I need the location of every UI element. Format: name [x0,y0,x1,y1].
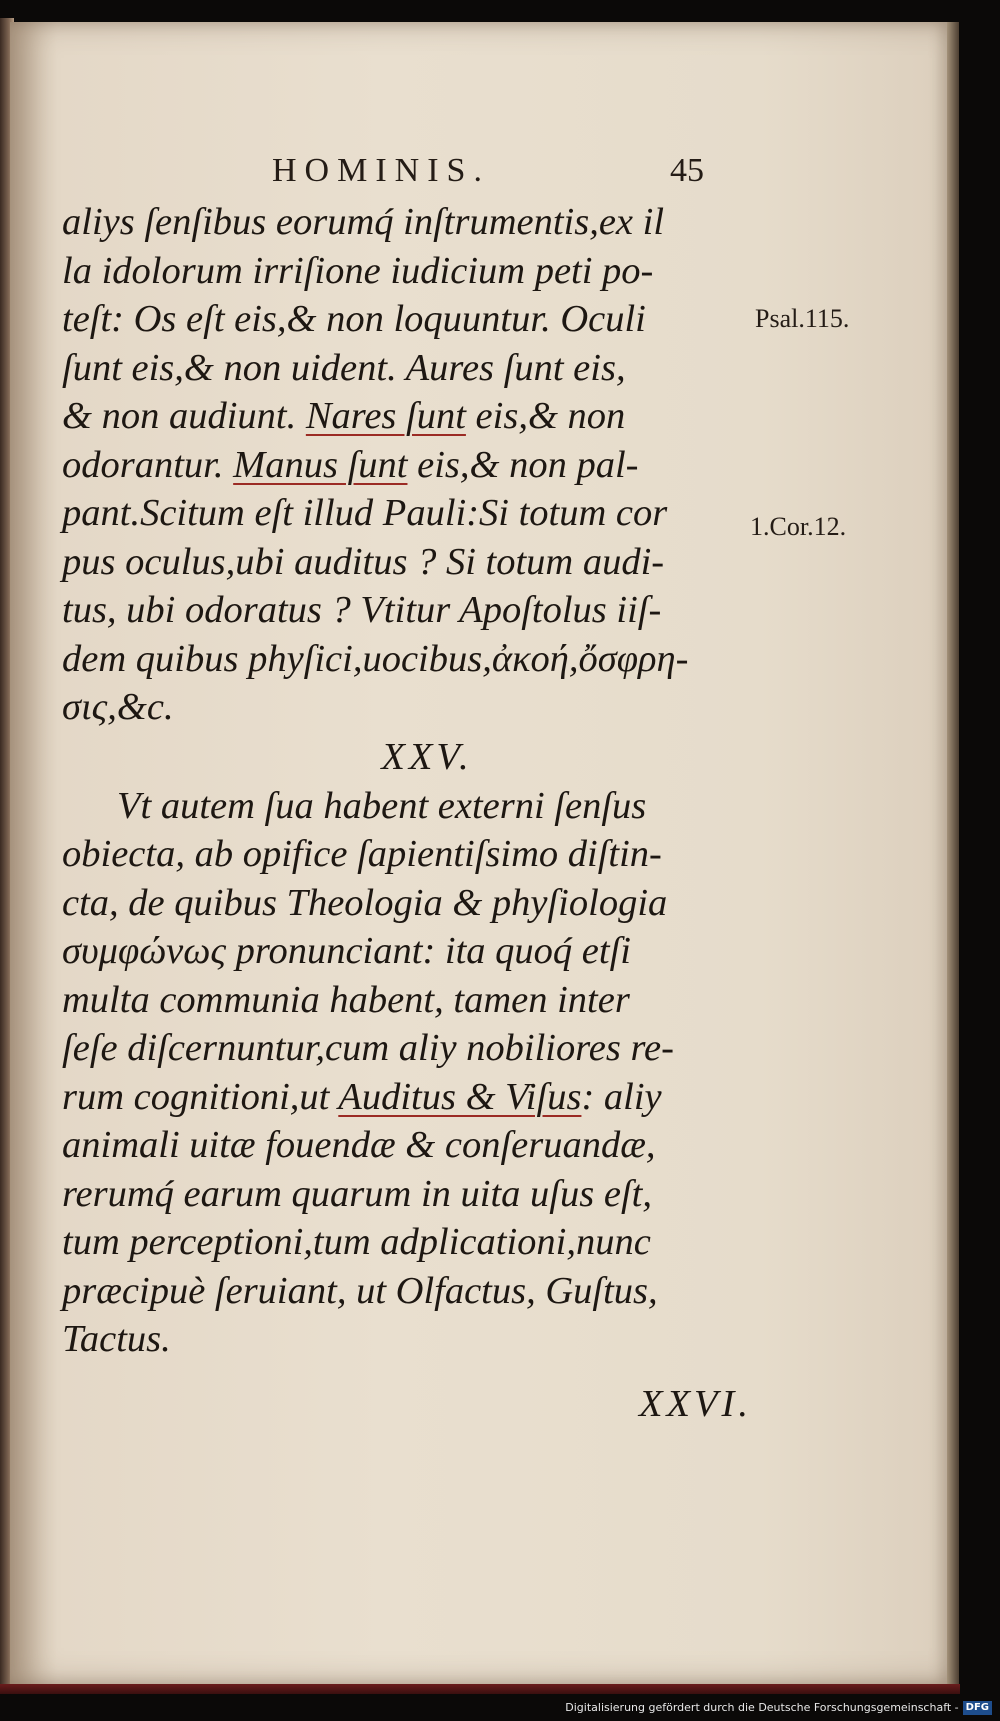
main-text [62,198,752,1444]
text-line: teſt: Os eſt eis,& non loquuntur. Oculi [62,298,646,340]
margin-note-psalm: Psal.115. [755,304,850,333]
text-line: συμφώνως pronunciant: ita quoq́ etſi [62,930,631,972]
text-segment: rum cognitioni,ut [62,1075,339,1118]
underlined-phrase-manus: Manus ſunt [233,443,408,486]
margin-note-corinthians: 1.Cor.12. [750,512,847,541]
text-segment: & non audiunt. [62,395,306,437]
underlined-phrase-nares: Nares ſunt [305,395,466,437]
text-line: multa communia habent, tamen inter [62,978,630,1021]
page-edge [947,22,959,1684]
text-line: cta, de quibus Theologia & phyſiologia [62,881,668,924]
text-line: tum perceptioni,tum adplicationi,nunc [62,1221,651,1263]
footer-text: Digitalisierung gefördert durch die Deutsche Forschungsgemeinschaft - [565,1701,959,1714]
text-line: animali uitæ fouendæ & conſeruandæ, [62,1124,656,1166]
book-cover-edge [0,1684,960,1694]
text-segment: eis,& non pal- [407,443,639,486]
text-line [62,392,752,441]
text-line [62,1073,752,1122]
dfg-logo-icon: DFG [963,1701,992,1715]
text-line: σις,&c. [62,686,174,728]
text-line: aliys ſenſibus eorumq́ inſtrumentis,ex il [62,201,665,243]
text-line: rerumq́ earum quarum in uita uſus eſt, [62,1172,652,1215]
running-head-title: HOMINIS. [272,152,490,189]
text-line: præcipuè ſeruiant, ut Olfactus, Guſtus, [62,1269,658,1312]
text-line [62,441,752,490]
section-heading: XXV. [381,735,473,778]
underlined-phrase-auditus: Auditus & Viſus [338,1075,582,1118]
digitization-footer [0,1698,992,1718]
text-line: tus, ubi odoratus ? Vtitur Apoſtolus iiſ- [62,589,662,631]
text-line: pus oculus,ubi auditus ? Si totum audi- [62,540,665,583]
text-line: Tactus. [62,1318,171,1360]
text-line: obiecta, ab opifice ſapientiſsimo diſtin- [62,833,662,875]
text-line: ſeſe diſcernuntur,cum aliy nobiliores re- [62,1027,674,1069]
page-number: 45 [670,152,704,189]
text-line: pant.Scitum eſt illud Pauli:Si totum cor [62,492,668,534]
text-segment: odorantur. [62,443,234,486]
text-segment: : aliy [581,1075,662,1118]
book-page [10,22,949,1684]
text-segment: eis,& non [465,395,626,437]
text-line: la idolorum irriſione iudicium peti po- [62,249,654,292]
text-line: Vt autem ſua habent externi ſenſus [117,784,647,827]
catchword: XXVI. [639,1382,752,1425]
text-line: dem quibus phyſici,uocibus,ἀκοή,ὄσφρη- [62,637,689,680]
text-line: ſunt eis,& non uident. Aures ſunt eis, [62,346,626,389]
